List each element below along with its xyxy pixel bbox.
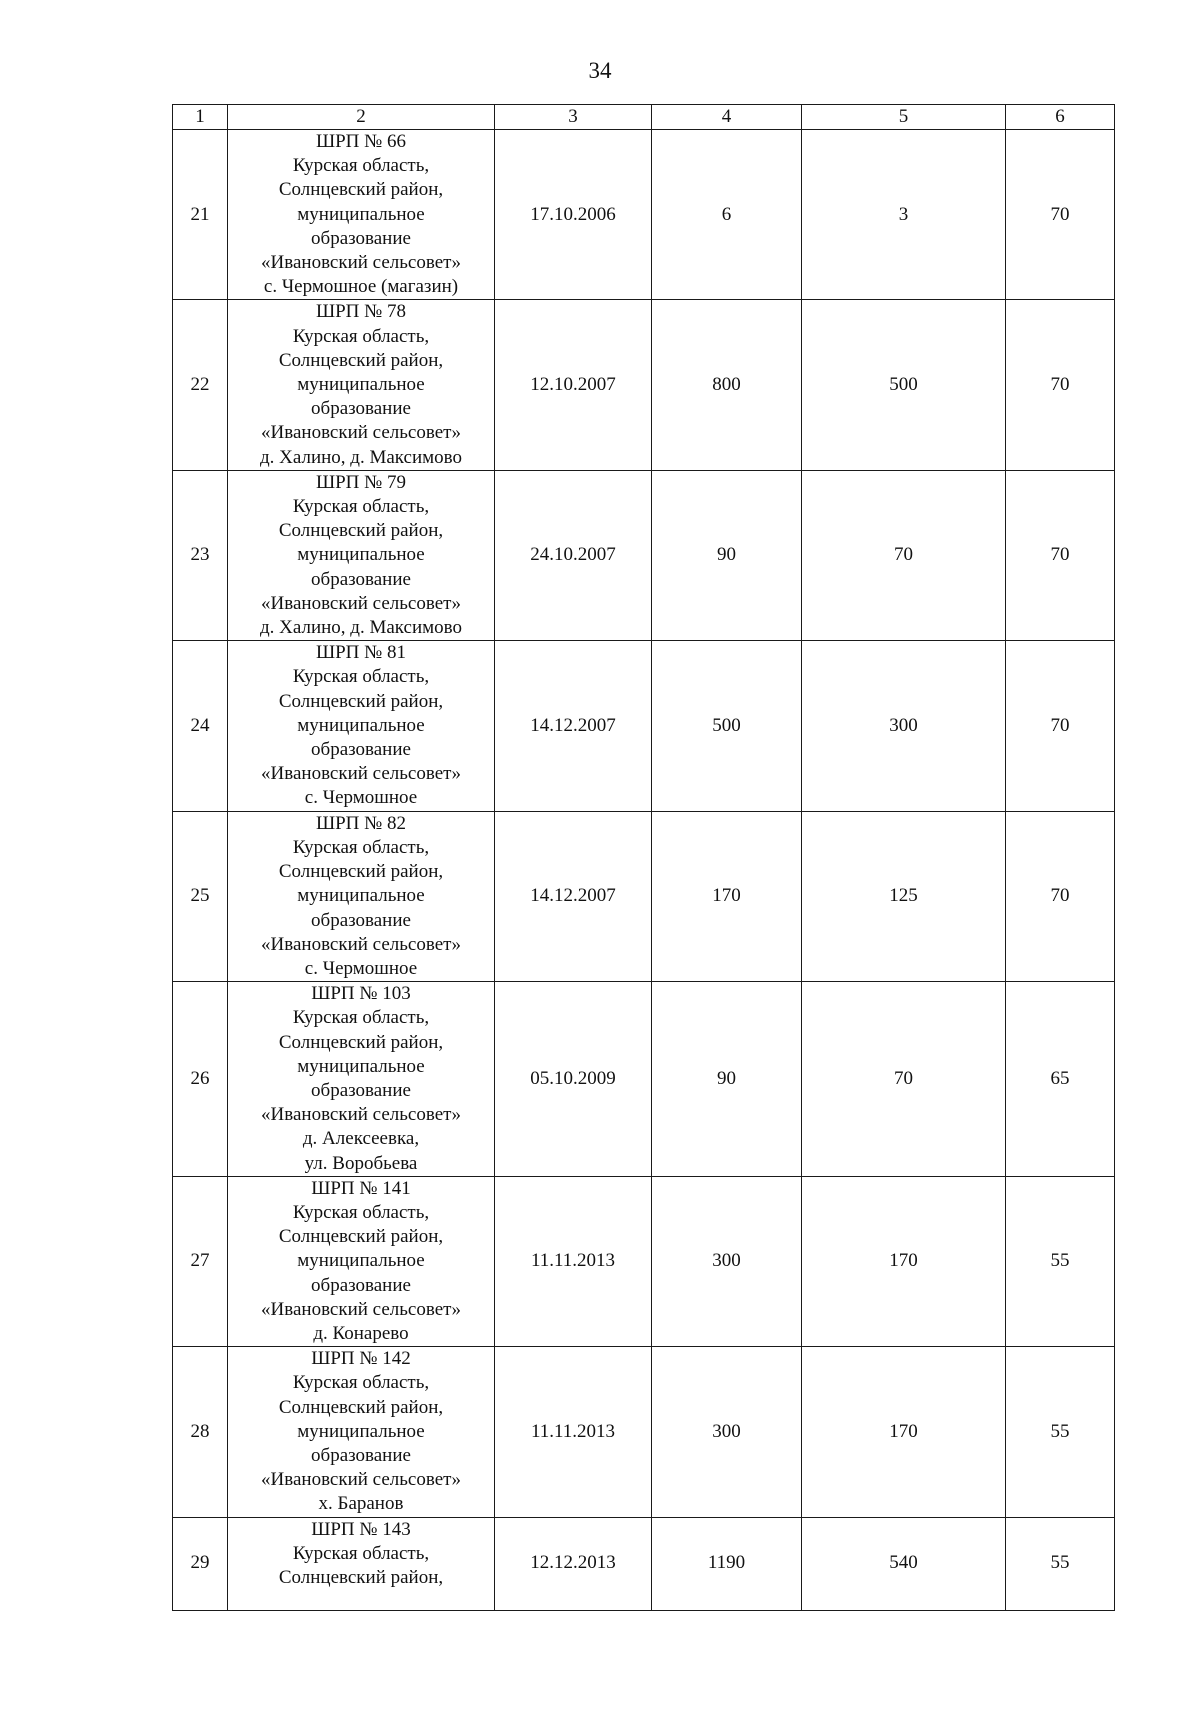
description-line: образование	[311, 1444, 411, 1466]
table-row	[173, 811, 1115, 981]
value-cell-col5: 125	[802, 811, 1006, 981]
description-line: муниципальное	[297, 203, 425, 225]
value-cell-col6: 70	[1006, 130, 1115, 300]
description-line: д. Халино, д. Максимово	[259, 617, 463, 639]
description-line: образование	[311, 739, 411, 761]
description-cell	[228, 1176, 495, 1346]
description-line: ШРП № 78	[315, 301, 407, 323]
description-line: ул. Воробьева	[304, 1152, 418, 1174]
row-number-cell: 29	[173, 1517, 228, 1610]
description-line: ШРП № 143	[311, 1518, 411, 1540]
description-line: ШРП № 79	[315, 471, 407, 493]
description-line: Курская область,	[292, 1201, 430, 1223]
description-line: муниципальное	[297, 714, 425, 736]
description-line: «Ивановский сельсовет»	[261, 1469, 461, 1491]
table-row	[173, 300, 1115, 470]
value-cell-col4: 800	[652, 300, 802, 470]
value-cell-col6: 70	[1006, 811, 1115, 981]
row-number-cell: 27	[173, 1176, 228, 1346]
value-cell-col4: 90	[652, 470, 802, 640]
row-number-cell: 25	[173, 811, 228, 981]
value-cell-col5: 170	[802, 1347, 1006, 1517]
value-cell-col6: 70	[1006, 641, 1115, 811]
description-line: муниципальное	[297, 544, 425, 566]
value-cell-col6: 65	[1006, 982, 1115, 1177]
description-line: «Ивановский сельсовет»	[261, 933, 461, 955]
description-line: образование	[311, 568, 411, 590]
column-header: 5	[802, 105, 1006, 130]
description-line: муниципальное	[297, 1250, 425, 1272]
table-row	[173, 982, 1115, 1177]
description-line: муниципальное	[297, 1055, 425, 1077]
description-cell	[228, 300, 495, 470]
value-cell-col4: 300	[652, 1176, 802, 1346]
description-line: х. Баранов	[318, 1493, 404, 1515]
description-line: «Ивановский сельсовет»	[261, 592, 461, 614]
description-line: образование	[311, 227, 411, 249]
table-row	[173, 1347, 1115, 1517]
date-cell: 11.11.2013	[495, 1176, 652, 1346]
description-line: образование	[311, 909, 411, 931]
description-line: «Ивановский сельсовет»	[261, 1298, 461, 1320]
description-line: Солнцевский район,	[278, 1031, 444, 1053]
value-cell-col6: 70	[1006, 300, 1115, 470]
description-line: Курская область,	[292, 496, 430, 518]
table-header-row	[173, 105, 1115, 130]
table-row	[173, 130, 1115, 300]
description-line: Курская область,	[292, 1007, 430, 1029]
description-line: образование	[311, 1079, 411, 1101]
page-number: 34	[588, 58, 612, 83]
value-cell-col6: 70	[1006, 470, 1115, 640]
description-line: ШРП № 82	[315, 812, 407, 834]
table-row	[173, 470, 1115, 640]
date-cell: 11.11.2013	[495, 1347, 652, 1517]
value-cell-col4: 90	[652, 982, 802, 1177]
value-cell-col5: 170	[802, 1176, 1006, 1346]
description-cell	[228, 811, 495, 981]
row-number-cell: 26	[173, 982, 228, 1177]
date-cell: 14.12.2007	[495, 641, 652, 811]
description-line: «Ивановский сельсовет»	[261, 1104, 461, 1126]
column-header: 6	[1006, 105, 1115, 130]
description-cell	[228, 982, 495, 1177]
table-row	[173, 641, 1115, 811]
description-line: ШРП № 141	[311, 1177, 411, 1199]
description-line: муниципальное	[297, 374, 425, 396]
description-line: «Ивановский сельсовет»	[261, 763, 461, 785]
description-line: с. Чермошное	[304, 787, 418, 809]
value-cell-col5: 70	[802, 470, 1006, 640]
description-line: Солнцевский район,	[278, 520, 444, 542]
row-number-cell: 28	[173, 1347, 228, 1517]
description-cell	[228, 641, 495, 811]
description-line: Солнцевский район,	[278, 179, 444, 201]
value-cell-col4: 1190	[652, 1517, 802, 1610]
row-number-cell: 21	[173, 130, 228, 300]
description-line: с. Чермошное (магазин)	[263, 276, 459, 298]
description-line: образование	[311, 398, 411, 420]
description-line: Курская область,	[292, 666, 430, 688]
row-number-cell: 22	[173, 300, 228, 470]
description-line: д. Конарево	[313, 1322, 409, 1344]
value-cell-col4: 170	[652, 811, 802, 981]
value-cell-col5: 3	[802, 130, 1006, 300]
description-cell	[228, 1517, 495, 1610]
description-line: муниципальное	[297, 1420, 425, 1442]
description-line: Курская область,	[292, 155, 430, 177]
value-cell-col5: 500	[802, 300, 1006, 470]
description-line: муниципальное	[297, 885, 425, 907]
description-cell	[228, 130, 495, 300]
date-cell: 12.12.2013	[495, 1517, 652, 1610]
data-table	[172, 104, 1115, 1611]
description-line: Курская область,	[292, 836, 430, 858]
row-number-cell: 24	[173, 641, 228, 811]
column-header: 4	[652, 105, 802, 130]
description-line: Солнцевский район,	[278, 1396, 444, 1418]
date-cell: 14.12.2007	[495, 811, 652, 981]
description-line: Курская область,	[292, 325, 430, 347]
value-cell-col5: 70	[802, 982, 1006, 1177]
description-line: с. Чермошное	[304, 957, 418, 979]
description-line: «Ивановский сельсовет»	[261, 252, 461, 274]
date-cell: 24.10.2007	[495, 470, 652, 640]
value-cell-col4: 6	[652, 130, 802, 300]
value-cell-col4: 300	[652, 1347, 802, 1517]
date-cell: 17.10.2006	[495, 130, 652, 300]
description-line: Курская область,	[292, 1542, 430, 1564]
description-line: ШРП № 81	[315, 642, 407, 664]
table-row	[173, 1517, 1115, 1610]
row-number-cell: 23	[173, 470, 228, 640]
column-header: 2	[228, 105, 495, 130]
date-cell: 12.10.2007	[495, 300, 652, 470]
value-cell-col6: 55	[1006, 1176, 1115, 1346]
description-line: образование	[311, 1274, 411, 1296]
column-header: 3	[495, 105, 652, 130]
value-cell-col5: 540	[802, 1517, 1006, 1610]
value-cell-col4: 500	[652, 641, 802, 811]
description-cell	[228, 470, 495, 640]
date-cell: 05.10.2009	[495, 982, 652, 1177]
description-line: Солнцевский район,	[278, 1566, 444, 1588]
value-cell-col5: 300	[802, 641, 1006, 811]
description-line: д. Халино, д. Максимово	[259, 446, 463, 468]
description-line: Солнцевский район,	[278, 690, 444, 712]
description-line: «Ивановский сельсовет»	[261, 422, 461, 444]
description-cell	[228, 1347, 495, 1517]
description-line: д. Алексеевка,	[302, 1128, 420, 1150]
value-cell-col6: 55	[1006, 1347, 1115, 1517]
description-line: ШРП № 66	[315, 131, 407, 152]
description-line: ШРП № 103	[311, 983, 411, 1005]
value-cell-col6: 55	[1006, 1517, 1115, 1610]
description-line: Солнцевский район,	[278, 349, 444, 371]
table-row	[173, 1176, 1115, 1346]
description-line: Солнцевский район,	[278, 861, 444, 883]
column-header: 1	[173, 105, 228, 130]
description-line: Солнцевский район,	[278, 1226, 444, 1248]
description-line: Курская область,	[292, 1372, 430, 1394]
description-line: ШРП № 142	[311, 1348, 411, 1370]
